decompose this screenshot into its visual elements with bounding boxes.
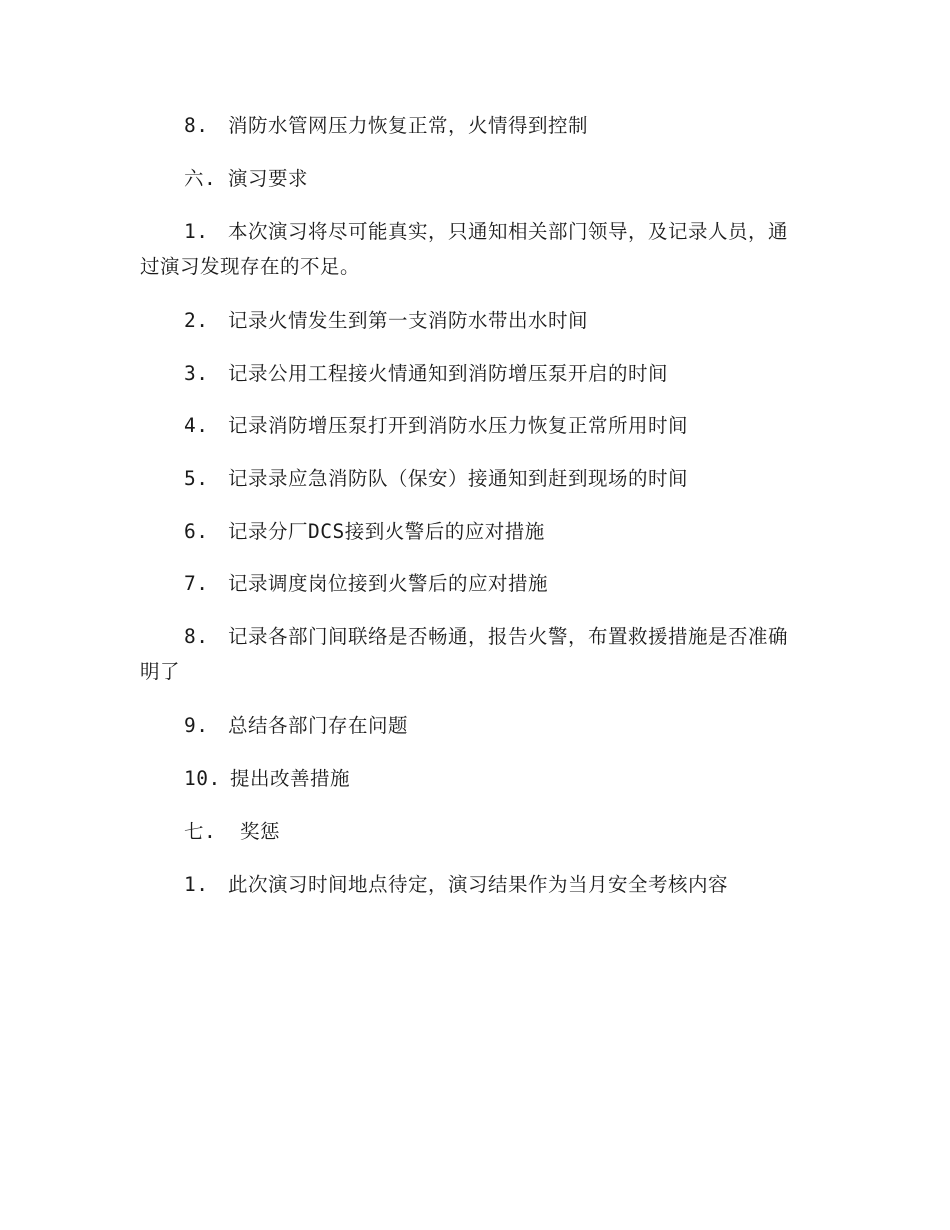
section-number: 七. (184, 820, 217, 843)
paragraph-item-4 (140, 408, 800, 443)
paragraph-item-1-realism (140, 214, 800, 284)
paragraph-text: 提出改善措施 (230, 767, 351, 790)
paragraph-number: 1. (184, 220, 209, 243)
paragraph-text: 记录公用工程接火情通知到消防增压泵开启的时间 (228, 362, 669, 385)
section-heading-drill-requirements (140, 161, 800, 196)
paragraph-text: 本次演习将尽可能真实，只通知相关部门领导，及记录人员，通过演习发现存在的不足。 (140, 220, 789, 278)
paragraph-text: 此次演习时间地点待定，演习结果作为当月安全考核内容 (228, 873, 729, 896)
paragraph-text: 消防水管网压力恢复正常，火情得到控制 (228, 114, 589, 137)
paragraph-text: 记录调度岗位接到火警后的应对措施 (228, 572, 549, 595)
paragraph-item-8-communication (140, 619, 800, 689)
paragraph-number: 1. (184, 873, 209, 896)
paragraph-number: 4. (184, 414, 209, 437)
paragraph-item-1-assessment (140, 867, 800, 902)
paragraph-number: 8. (184, 625, 209, 648)
paragraph-number: 10. (184, 767, 221, 790)
section-heading-rewards-penalties (140, 814, 800, 849)
section-title: 演习要求 (228, 167, 309, 190)
paragraph-number: 7. (184, 572, 209, 595)
paragraph-text: 记录分厂DCS接到火警后的应对措施 (228, 520, 545, 543)
paragraph-number: 5. (184, 467, 209, 490)
paragraph-item-2 (140, 303, 800, 338)
paragraph-number: 6. (184, 520, 209, 543)
paragraph-text: 总结各部门存在问题 (228, 714, 409, 737)
paragraph-number: 9. (184, 714, 209, 737)
paragraph-item-5 (140, 461, 800, 496)
section-title: 奖惩 (240, 820, 281, 843)
paragraph-item-7 (140, 566, 800, 601)
paragraph-text: 记录消防增压泵打开到消防水压力恢复正常所用时间 (228, 414, 689, 437)
paragraph-text: 记录火情发生到第一支消防水带出水时间 (228, 309, 589, 332)
section-number: 六. (184, 167, 217, 190)
paragraph-text: 记录录应急消防队（保安）接通知到赶到现场的时间 (228, 467, 689, 490)
paragraph-item-9 (140, 708, 800, 743)
paragraph-item-10 (140, 761, 800, 796)
paragraph-number: 8. (184, 114, 209, 137)
paragraph-text: 记录各部门间联络是否畅通，报告火警，布置救援措施是否准确明了 (140, 625, 789, 683)
paragraph-number: 2. (184, 309, 209, 332)
paragraph-item-6 (140, 514, 800, 549)
paragraph-item-3 (140, 356, 800, 391)
paragraph-number: 3. (184, 362, 209, 385)
paragraph-item-8-fire-control (140, 108, 800, 143)
